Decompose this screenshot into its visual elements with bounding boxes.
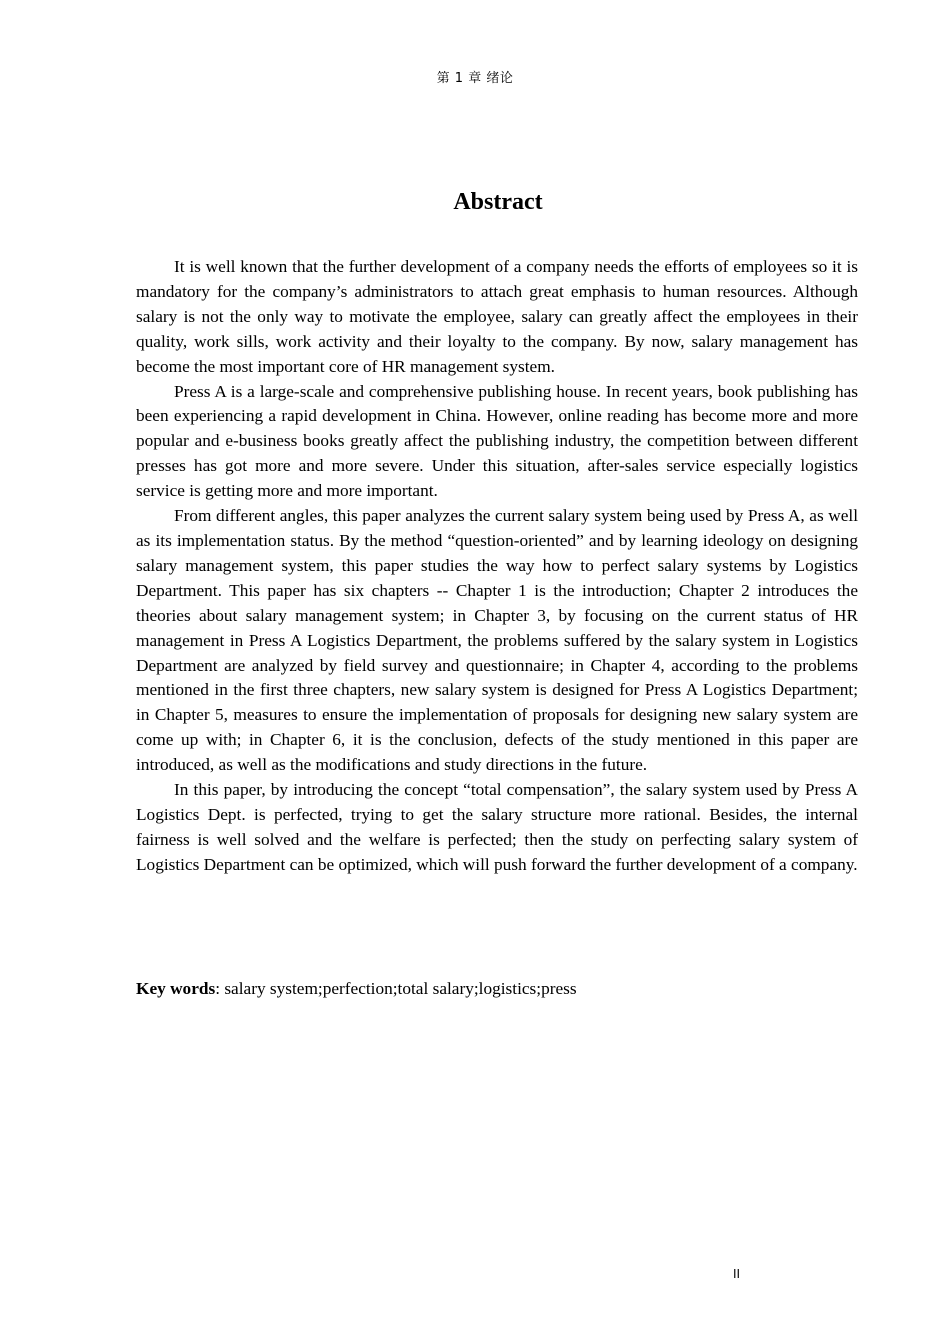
abstract-paragraph: From different angles, this paper analyzes the current salary system being used by Press A, as well as its implementation status. By the method “question-oriented” and by learning ideology on designing salary management system, this paper studies the way how to perfect salary systems by Logistics Department. This paper has six chapters -- Chapter 1 is the introduction; Chapter 2 introduces the theories about salary management system; in Chapter 3, by focusing on the current status of HR management in Press A Logistics Department, the problems suffered by the salary system in Logistics Department are analyzed by field survey and questionnaire; in Chapter 4, according to the problems mentioned in the first three chapters, new salary system is designed for Press A Logistics Department; in Chapter 5, measures to ensure the implementation of proposals for designing new salary system are come up with; in Chapter 6, it is the conclusion, defects of the study mentioned in this paper are introduced, as well as the modifications and study directions in the future. <box>136 506 858 775</box>
abstract-title: Abstract <box>453 189 543 215</box>
abstract-paragraph: It is well known that the further development of a company needs the efforts of employees so it is mandatory for the company’s administrators to attach great emphasis to human resources. Although salary is not the only way to motivate the employee, salary can greatly affect the employees in their quality, work sills, work activity and their loyalty to the company. By now, salary management has become the most important core of HR management system. <box>136 257 858 376</box>
abstract-paragraph: Press A is a large-scale and comprehensive publishing house. In recent years, book publishing has been experiencing a rapid development in China. However, online reading has become more and more popular and e-business books greatly affect the publishing industry, the competition between different presses has got more and more severe. Under this situation, after-sales service especially logistics service is getting more and more important. <box>136 381 858 501</box>
abstract-body <box>136 255 858 878</box>
page-number: II <box>733 1267 741 1281</box>
abstract-paragraph: In this paper, by introducing the concept “total compensation”, the salary system used by Press A Logistics Dept. is perfected, trying to get the salary structure more rational. Besides, the internal fairness is well solved and the welfare is perfected; then the study on perfecting salary system of Logistics Department can be optimized, which will push forward the further development of a company. <box>136 780 858 874</box>
running-header: 第 1 章 绪论 <box>436 71 514 86</box>
keywords-line <box>136 977 858 1002</box>
keywords-label: Key words <box>136 979 216 998</box>
keywords-text: : salary system;perfection;total salary;logistics;press <box>215 979 577 998</box>
